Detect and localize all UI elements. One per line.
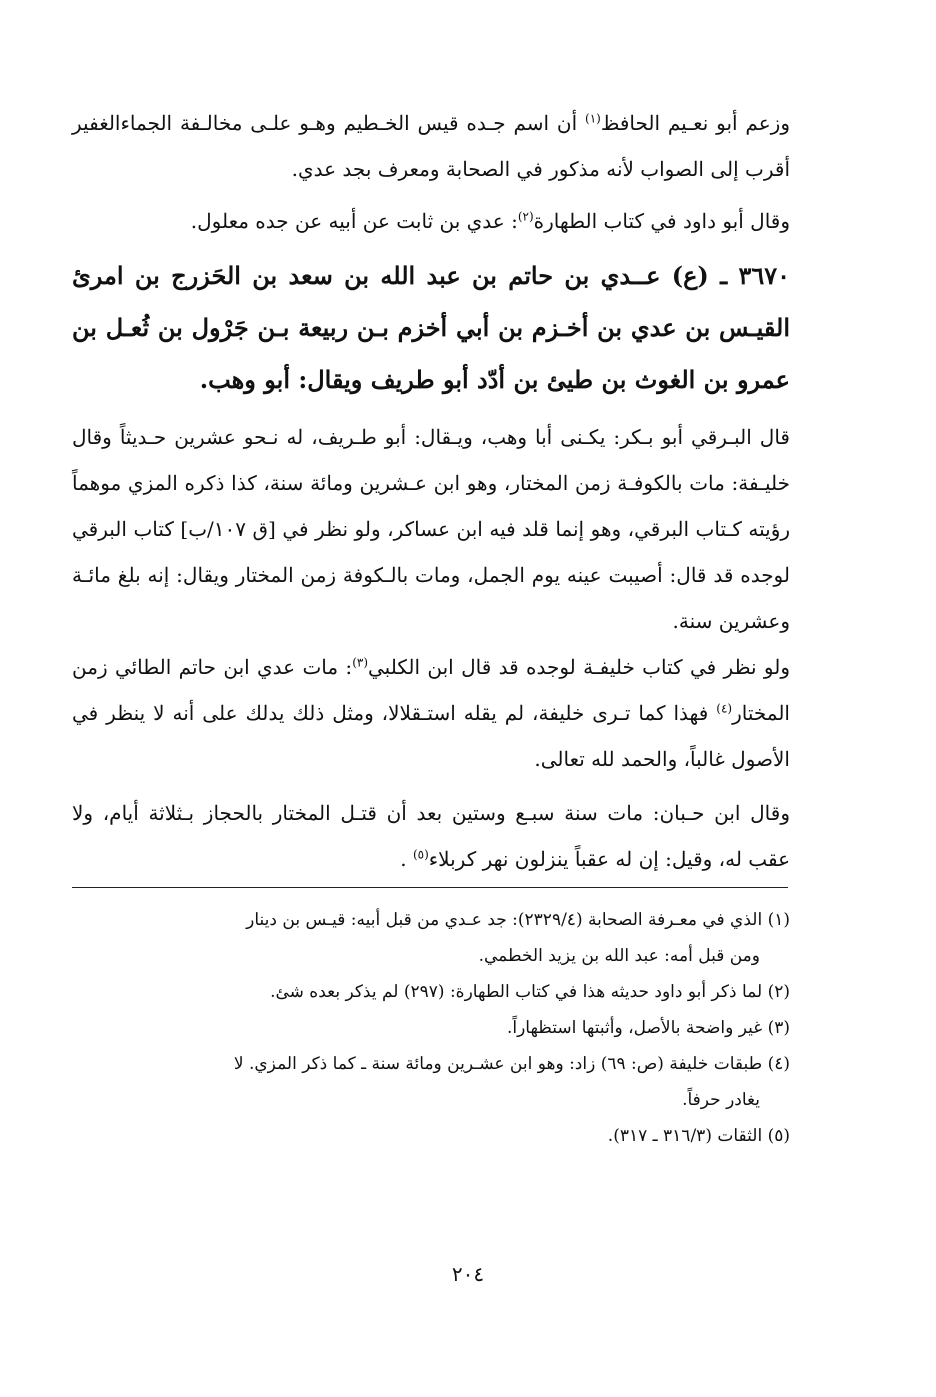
- text-run: فهذا كما تـرى خليفة، لم يقله استـقلالا، ومثل ذلك يدلك على أنه لا ينظر في الأصول غالباً، والحمد لله تعالى.: [72, 701, 790, 771]
- main-text: [72, 100, 790, 1360]
- text-run: وقال ابن حـبان: مات سنة سبـع وستين بعد أن قتـل المختار بالحجاز بـثلاثة أيام، ولا عقب له، وقيل: إن له عقباً ينزلون نهر كربلاء: [72, 801, 790, 871]
- text-run: وقال أبو داود في كتاب الطهارة: [533, 209, 790, 233]
- footnote-1: [72, 902, 790, 974]
- footnote-text: طبقات خليفة (ص: ٦٩) زاد: وهو ابن عشـرين ومائة سنة ـ كما ذكر المزي. لا: [233, 1054, 763, 1074]
- footnote-continuation: ومن قبل أمه: عبد الله بن يزيد الخطمي.: [478, 946, 760, 966]
- paragraph-body-3: [72, 790, 790, 882]
- footnote-2: [72, 974, 790, 1010]
- footnote-5: [72, 1118, 790, 1154]
- footnote-3: [72, 1010, 790, 1046]
- footnote-number: (٣): [767, 1018, 790, 1038]
- footnote-continuation: يغادر حرفاً.: [682, 1090, 760, 1110]
- footnote-number: (٢): [767, 982, 790, 1002]
- paragraph-intro-1: [72, 100, 790, 192]
- text-run: وزعم أبو نعـيم الحافظ: [600, 111, 790, 135]
- footnote-ref[interactable]: (٤): [716, 701, 733, 716]
- footnote-ref[interactable]: (٣): [352, 655, 369, 670]
- paragraph-body-1: قال البـرقي أبو بـكر: يكـنى أبا وهب، ويـقال: أبو طـريف، له نـحو عشرين حـديثاً وقال خليـفة: مات بالكوفـة زمن المختار، وهو ابن عـشرين ومائة سنة، كذا ذكره المزي موهماً رؤيته كـتاب البرقي، وهو إنما قلد فيه ابن عساكر، ولو نظر في [ق ١٠٧/ب] كتاب البرقي لوجده قد قال: أصيبت عينه يوم الجمل، ومات بالـكوفة زمن المختار ويقال: إنه بلغ مائـة وعشرين سنة.: [72, 425, 791, 633]
- footnote-ref[interactable]: (٢): [517, 209, 534, 224]
- footnote-4: [72, 1046, 790, 1118]
- text-run: : عدي بن ثابت عن أبيه عن جده معلول.: [190, 209, 518, 233]
- footnote-number: (١): [767, 910, 790, 930]
- text-run: ولو نظر في كتاب خليفـة لوجده قد قال ابن الكلبي: [368, 655, 790, 679]
- footnote-text: غير واضحة بالأصل، وأثبتها استظهاراً.: [506, 1018, 763, 1038]
- page-number: ٢٠٤: [451, 1262, 485, 1286]
- footnote-divider: [72, 887, 788, 888]
- footnotes: [72, 902, 790, 1154]
- footnote-number: (٤): [767, 1054, 790, 1074]
- paragraph-intro-2: [72, 198, 790, 244]
- footnote-number: (٥): [767, 1126, 790, 1146]
- footnote-text: لما ذكر أبو داود حديثه هذا في كتاب الطهارة: (٢٩٧) لم يذكر بعده شئ.: [270, 982, 763, 1002]
- footnote-ref[interactable]: (٥): [412, 847, 429, 862]
- footnote-ref[interactable]: (١): [585, 111, 601, 126]
- text-run: .: [400, 847, 413, 871]
- footnote-text: الذي في معـرفة الصحابة (٢٣٢٩/٤): جد عـدي من قبل أبيه: قيـس بن دينار: [246, 910, 763, 930]
- text-run: أن اسم جـده قيس الخـطيم وهـو علـى مخالـفة الجماءالغفير أقرب إلى الصواب لأنه مذكور في الصحابة ومعرف بجد عدي.: [72, 111, 790, 181]
- text-run: : مات عدي ابن حاتم الطائي زمن المختار: [72, 655, 790, 725]
- footnote-text: الثقات (٣١٦/٣ ـ ٣١٧).: [607, 1126, 763, 1146]
- paragraph-body-2: [72, 644, 790, 782]
- biography-entry-heading: ٣٦٧٠ ـ (ع) عــدي بن حاتم بن عبد الله بن سعد بن الحَزرج بن امرئ القيـس بن عدي بن أخـزم بن أبي أخزم بـن ربيعة بـن جَرْول بن ثُعـل بن عمرو بن الغوث بن طيئ بن أدّد أبو طريف ويقال: أبو وهب.: [72, 261, 791, 394]
